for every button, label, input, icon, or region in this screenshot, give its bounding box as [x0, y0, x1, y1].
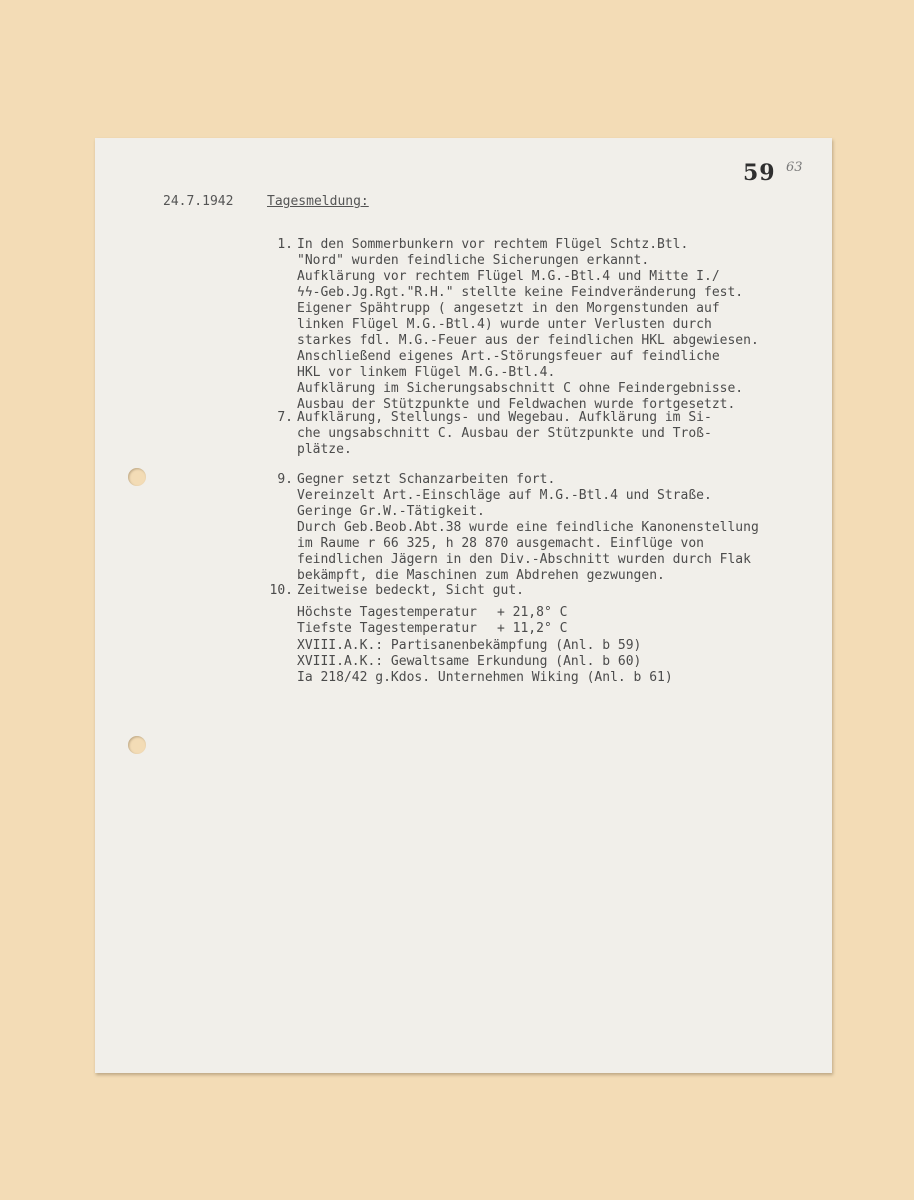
text-line: Durch Geb.Beob.Abt.38 wurde eine feindliche Kanonenstellung: [297, 520, 759, 535]
item-number: 1.: [277, 237, 293, 252]
text-line: ϟϟ-Geb.Jg.Rgt."R.H." stellte keine Feindveränderung fest.: [297, 285, 744, 300]
text-line: Ausbau der Stützpunkte und Feldwachen wurde fortgesetzt.: [297, 397, 736, 412]
text-line: linken Flügel M.G.-Btl.4) wurde unter Verlusten durch: [297, 317, 712, 332]
report-date: 24.7.1942: [163, 194, 234, 209]
temperature-value: + 11,2° C: [497, 621, 568, 636]
item-number: 7.: [277, 410, 293, 425]
item-text: [297, 410, 817, 458]
item-text: [297, 472, 817, 584]
text-line: Zeitweise bedeckt, Sicht gut.: [297, 583, 524, 598]
reference-line: XVIII.A.K.: Gewaltsame Erkundung (Anl. b 60): [297, 654, 642, 669]
text-line: starkes fdl. M.G.-Feuer aus der feindlichen HKL abgewiesen.: [297, 333, 759, 348]
item-text: [297, 583, 817, 637]
item-number: 10.: [269, 583, 293, 598]
temperature-row: [297, 621, 817, 637]
item-number: 9.: [277, 472, 293, 487]
text-line: Anschließend eigenes Art.-Störungsfeuer auf feindliche: [297, 349, 720, 364]
text-line: Eigener Spähtrupp ( angesetzt in den Morgenstunden auf: [297, 301, 720, 316]
text-line: Aufklärung im Sicherungsabschnitt C ohne Feindergebnisse.: [297, 381, 744, 396]
text-line: Vereinzelt Art.-Einschläge auf M.G.-Btl.4 und Straße.: [297, 488, 712, 503]
text-line: Aufklärung vor rechtem Flügel M.G.-Btl.4 und Mitte I./: [297, 269, 720, 284]
page-number-handwritten: 63: [786, 160, 803, 175]
reference-line: Ia 218/42 g.Kdos. Unternehmen Wiking (Anl. b 61): [297, 670, 673, 685]
item-text: [297, 237, 817, 413]
reference-line: XVIII.A.K.: Partisanenbekämpfung (Anl. b 59): [297, 638, 642, 653]
punch-hole: [128, 468, 146, 486]
text-line: im Raume r 66 325, h 28 870 ausgemacht. Einflüge von: [297, 536, 704, 551]
text-line: che ungsabschnitt C. Ausbau der Stützpunkte und Troß-: [297, 426, 712, 441]
temperature-row: [297, 605, 817, 621]
temperature-label: Höchste Tagestemperatur: [297, 605, 478, 620]
text-line: "Nord" wurden feindliche Sicherungen erkannt.: [297, 253, 650, 268]
temperature-label: Tiefste Tagestemperatur: [297, 621, 478, 636]
document-page: [95, 138, 832, 1073]
text-line: HKL vor linkem Flügel M.G.-Btl.4.: [297, 365, 556, 380]
attachment-references: [297, 638, 673, 686]
text-line: In den Sommerbunkern vor rechtem Flügel Schtz.Btl.: [297, 237, 689, 252]
text-line: feindlichen Jägern in den Div.-Abschnitt wurden durch Flak: [297, 552, 751, 567]
text-line: Aufklärung, Stellungs- und Wegebau. Aufklärung im Si-: [297, 410, 712, 425]
report-heading: Tagesmeldung:: [267, 194, 369, 209]
text-line: plätze.: [297, 442, 352, 457]
punch-hole: [128, 736, 146, 754]
temperature-value: + 21,8° C: [497, 605, 568, 620]
text-line: Geringe Gr.W.-Tätigkeit.: [297, 504, 485, 519]
text-line: bekämpft, die Maschinen zum Abdrehen gezwungen.: [297, 568, 665, 583]
text-line: Gegner setzt Schanzarbeiten fort.: [297, 472, 556, 487]
page-number: 59: [743, 160, 776, 186]
